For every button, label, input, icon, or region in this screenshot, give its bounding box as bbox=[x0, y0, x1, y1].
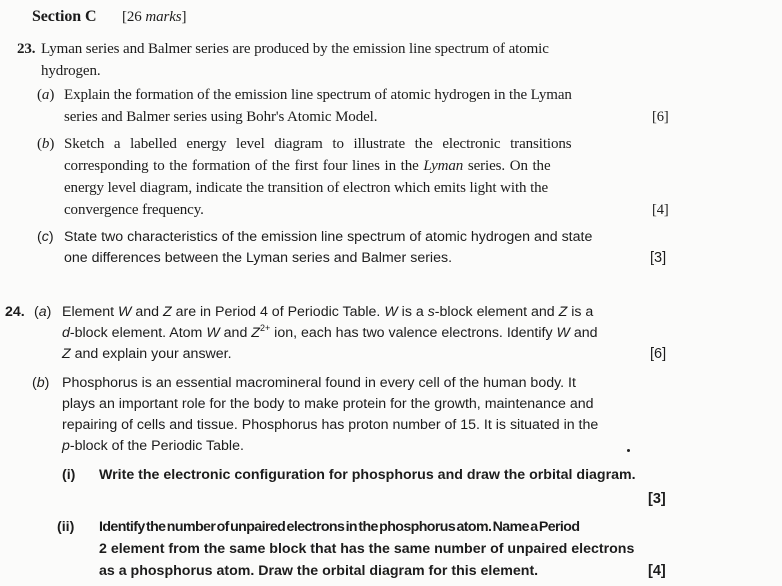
q24bii-marks: [4] bbox=[648, 563, 666, 579]
q23c-label: (c) bbox=[37, 229, 54, 245]
q23b-line-4: convergence frequency. bbox=[64, 202, 204, 218]
section-title: Section C bbox=[32, 8, 97, 25]
q23-stem-line-2: hydrogen. bbox=[41, 63, 101, 79]
q23b-marks: [4] bbox=[652, 202, 669, 218]
q23a-marks: [6] bbox=[652, 109, 669, 125]
q24b-line-2: plays an important role for the body to make protein for the growth, maintenance and bbox=[62, 396, 594, 412]
q23a-label: (a) bbox=[37, 87, 55, 103]
q24bii-line-1: Identify the number of unpaired electrons in the phosphorus atom. Name a Period bbox=[99, 519, 580, 535]
q24bi-line-1: Write the electronic configuration for phosphorus and draw the orbital diagram. bbox=[99, 467, 636, 483]
q24a-marks: [6] bbox=[650, 346, 667, 362]
q24bi-marks: [3] bbox=[648, 491, 666, 507]
q24a-line-3: Z and explain your answer. bbox=[62, 346, 232, 362]
q23-stem-line-1: Lyman series and Balmer series are produced by the emission line spectrum of atomic bbox=[41, 41, 549, 57]
q24a-label: (a) bbox=[34, 304, 52, 320]
q24bii-line-3: as a phosphorus atom. Draw the orbital diagram for this element. bbox=[99, 563, 539, 579]
stray-dot bbox=[627, 449, 630, 452]
q24a-line-1: Element W and Z are in Period 4 of Periodic Table. W is a s-block element and Z is a bbox=[62, 304, 594, 320]
q24bii-line-2: 2 element from the same block that has the same number of unpaired electrons bbox=[99, 541, 635, 557]
q23b-line-1: Sketch a labelled energy level diagram to illustrate the electronic transitions bbox=[64, 136, 572, 152]
question-number-24: 24. bbox=[5, 304, 25, 320]
q24a-line-2: d-block element. Atom W and $Z^{2+}$ ion, each has two valence electrons. Identify W and bbox=[62, 323, 598, 341]
q24b-line-3: repairing of cells and tissue. Phosphorus has proton number of 15. It is situated in the bbox=[62, 417, 599, 433]
q24bi-label: (i) bbox=[62, 467, 76, 483]
q23b-label: (b) bbox=[37, 136, 55, 152]
q24b-label: (b) bbox=[32, 375, 50, 391]
question-number-23: 23. bbox=[17, 41, 36, 57]
q23a-line-1: Explain the formation of the emission line spectrum of atomic hydrogen in the Lyman bbox=[64, 87, 572, 103]
q24bii-label: (ii) bbox=[57, 519, 75, 535]
q23b-line-2: corresponding to the formation of the first four lines in the Lyman series. On the bbox=[64, 158, 551, 174]
q23b-line-3: energy level diagram, indicate the transition of electron which emits light with the bbox=[64, 180, 549, 196]
q24b-line-1: Phosphorus is an essential macromineral found in every cell of the human body. It bbox=[62, 375, 576, 391]
q23c-line-1: State two characteristics of the emission line spectrum of atomic hydrogen and state bbox=[64, 229, 593, 245]
section-marks: [26 marks] bbox=[122, 9, 187, 25]
q23c-marks: [3] bbox=[650, 250, 667, 266]
q24b-line-4: p-block of the Periodic Table. bbox=[62, 438, 244, 454]
q23c-line-2: one differences between the Lyman series and Balmer series. bbox=[64, 250, 453, 266]
q23a-line-2: series and Balmer series using Bohr's Atomic Model. bbox=[64, 109, 378, 125]
